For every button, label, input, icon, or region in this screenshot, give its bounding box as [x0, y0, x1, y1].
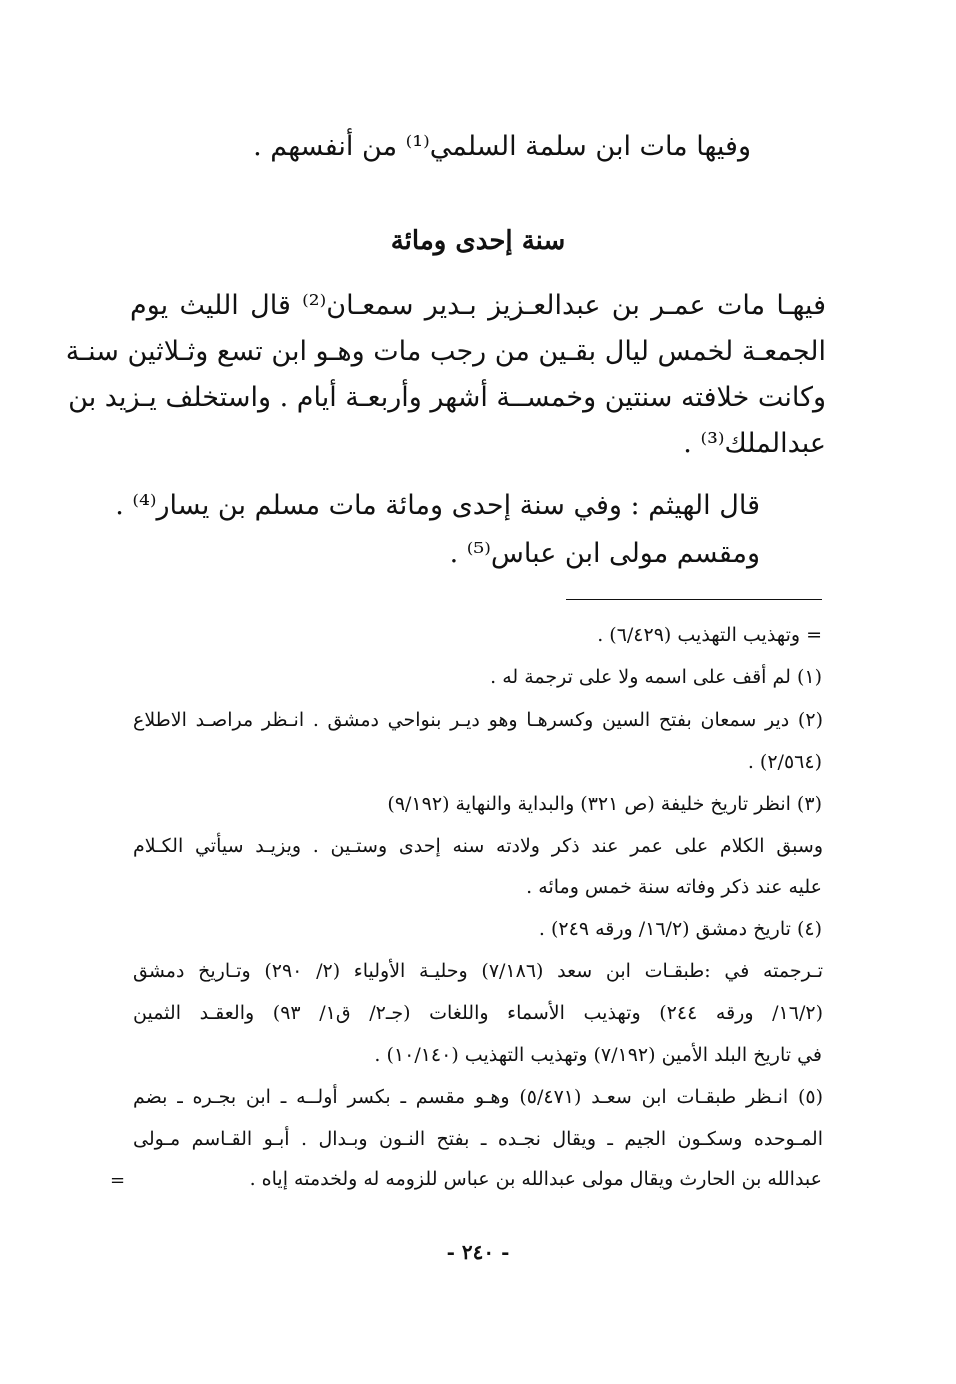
section-heading: سنة إحدى ومائة — [390, 226, 566, 256]
footnote-1: (١) لم أقف على اسمه ولا على ترجمة له . — [490, 666, 822, 688]
footnote-2-line-2: (٢/٥٦٤) . — [747, 751, 822, 773]
footnote-5-line-2: المـوحده وسكـون الجيم ـ ويقال نجـده ـ بفتح النـون وبـدال . أبـو القـاسم مـولى — [133, 1128, 823, 1150]
page-number: - ٢٤٠ - — [446, 1240, 510, 1264]
intro-line: وفيها مات ابن سلمة السلمي⁽¹⁾ من أنفسهم . — [253, 131, 751, 162]
paragraph-line-3: وكانت خلافته سنتين وخمســة أشهر وأربعـة أيام . واستخلف يـزيد بن — [68, 382, 826, 413]
footnote-3-line-1: (٣) انظر تاريخ خليفة (ص ٣٢١) والبداية والنهاية (٩/١٩٢) — [387, 793, 822, 815]
footnote-3-line-2: وسبق الكلام على عمر عند ذكر ولادته سنه إحدى وستـين . ويزيـد سيأتي الكـلام — [133, 835, 823, 857]
haytham-line-1: قال الهيثم : وفي سنة إحدى ومائة مات مسلم بن يسار⁽⁴⁾ . — [115, 490, 760, 521]
paragraph-line-4: عبدالملك⁽³⁾ . — [683, 428, 826, 459]
footnote-5-line-1: (٥) انـظر طبقـات ابن سعـد (٥/٤٧١) وهـو مقسم ـ بكسر أولــه ـ ابن بجـره ـ بضم — [133, 1086, 823, 1108]
footnote-4-line-3: (١٦/٢/ ورقه ٢٤٤) وتهذيب الأسماء واللغات (جـ٢/ ق١/ ٩٣) والعقـد الثمين — [133, 1002, 823, 1024]
footnote-continuation: = وتهذيب التهذيب (٦/٤٢٩) . — [597, 624, 822, 646]
footnote-4-line-1: (٤) تاريخ دمشق (١٦/٢/ ورقه ٢٤٩) . — [538, 918, 822, 940]
footnote-4-line-4: في تاريخ البلد الأمين (٧/١٩٢) وتهذيب التهذيب (١٠/١٤٠) . — [374, 1044, 822, 1066]
footnote-4-line-2: تـرجمته في :طبقـات ابن سعد (٧/١٨٦) وحليـة الأولياء (٢/ ٢٩٠) وتـاريخ دمشق — [133, 960, 823, 982]
continuation-mark: = — [110, 1170, 126, 1191]
footnote-separator — [566, 599, 822, 600]
haytham-line-2: ومقسم مولى ابن عباس⁽⁵⁾ . — [449, 538, 760, 569]
footnote-3-line-3: عليه عند ذكر وفاته سنة خمس ومائه . — [526, 876, 822, 898]
paragraph-line-1: فيهـا مات عمـر بن عبدالعـزيز بـدير سمعـان⁽²⁾ قال الليث يوم — [130, 290, 826, 321]
footnote-2-line-1: (٢) دير سمعان بفتح السين وكسرهـا وهو ديـر بنواحي دمشق . انـظر مراصـد الاطلاع — [133, 709, 823, 731]
footnote-5-line-3: عبدالله بن الحارث ويقال مولى عبدالله بن عباس للزومه له ولخدمته إياه . — [249, 1168, 822, 1190]
paragraph-line-2: الجمعـة لخمس ليال بقـين من رجب مات وهـو ابن تسع وثـلاثين سنـة — [65, 336, 826, 367]
